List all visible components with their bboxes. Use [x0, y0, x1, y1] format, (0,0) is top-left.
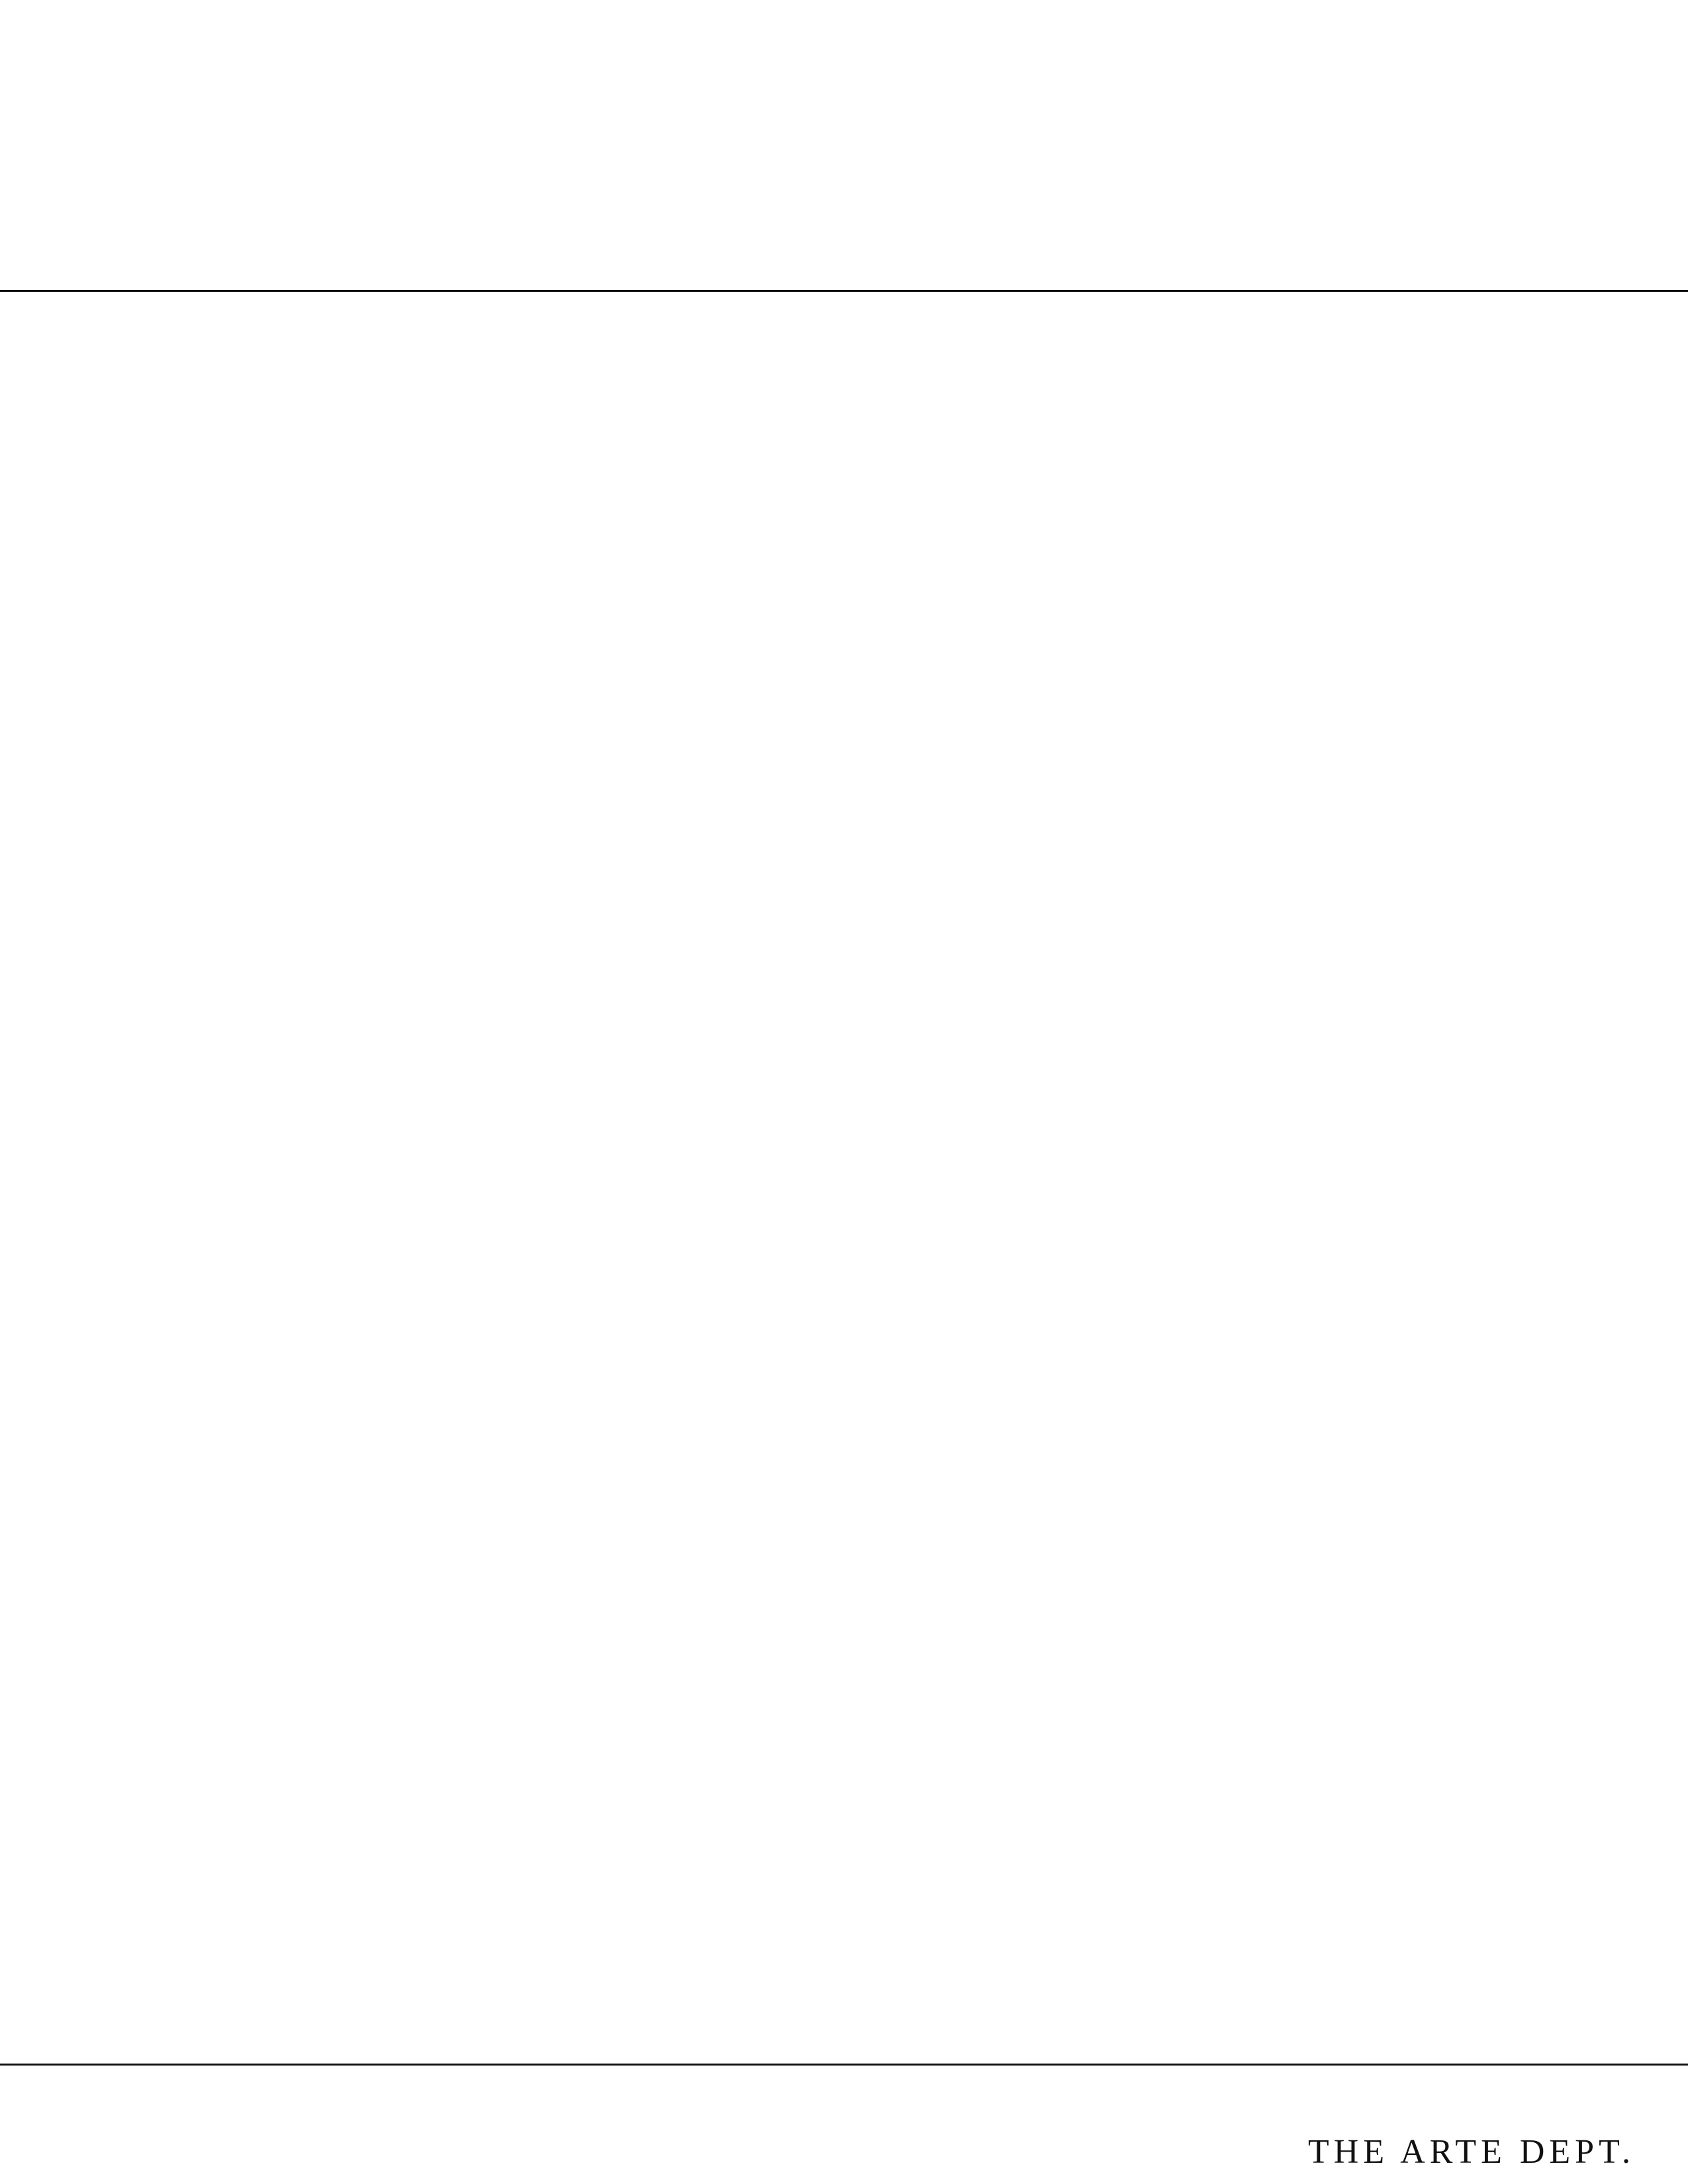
body-line [93, 1431, 1595, 1499]
top-divider [0, 290, 1688, 292]
body-line [93, 956, 1595, 1024]
body-line [93, 1295, 1595, 1363]
body-line [93, 821, 1595, 889]
body-line [93, 1567, 1595, 1635]
bottom-divider [0, 2064, 1688, 2066]
body-line [93, 549, 1595, 617]
body-line [93, 888, 1595, 956]
body-line [93, 1702, 1595, 1770]
body-line [93, 617, 1595, 685]
title-line-2 [0, 136, 1688, 261]
footer-brand: THE ARTE DEPT. [1308, 2133, 1635, 2171]
body-line [93, 685, 1595, 753]
body-line [93, 1024, 1595, 1092]
title-line-1 [0, 46, 1688, 132]
body-line [93, 1363, 1595, 1432]
page-header [0, 0, 1688, 291]
body-line [93, 1635, 1595, 1703]
body-line [93, 1499, 1595, 1567]
body-line [93, 414, 1595, 482]
body-line [93, 345, 1595, 414]
body-line [93, 752, 1595, 821]
body-line [93, 1770, 1595, 1839]
body-line [93, 1838, 1595, 1906]
body-line [93, 1092, 1595, 1160]
body-line [93, 1160, 1595, 1228]
body-line [93, 481, 1595, 549]
body-line [93, 1228, 1595, 1296]
body-line [93, 1906, 1595, 1974]
body-paragraph [93, 345, 1595, 1974]
